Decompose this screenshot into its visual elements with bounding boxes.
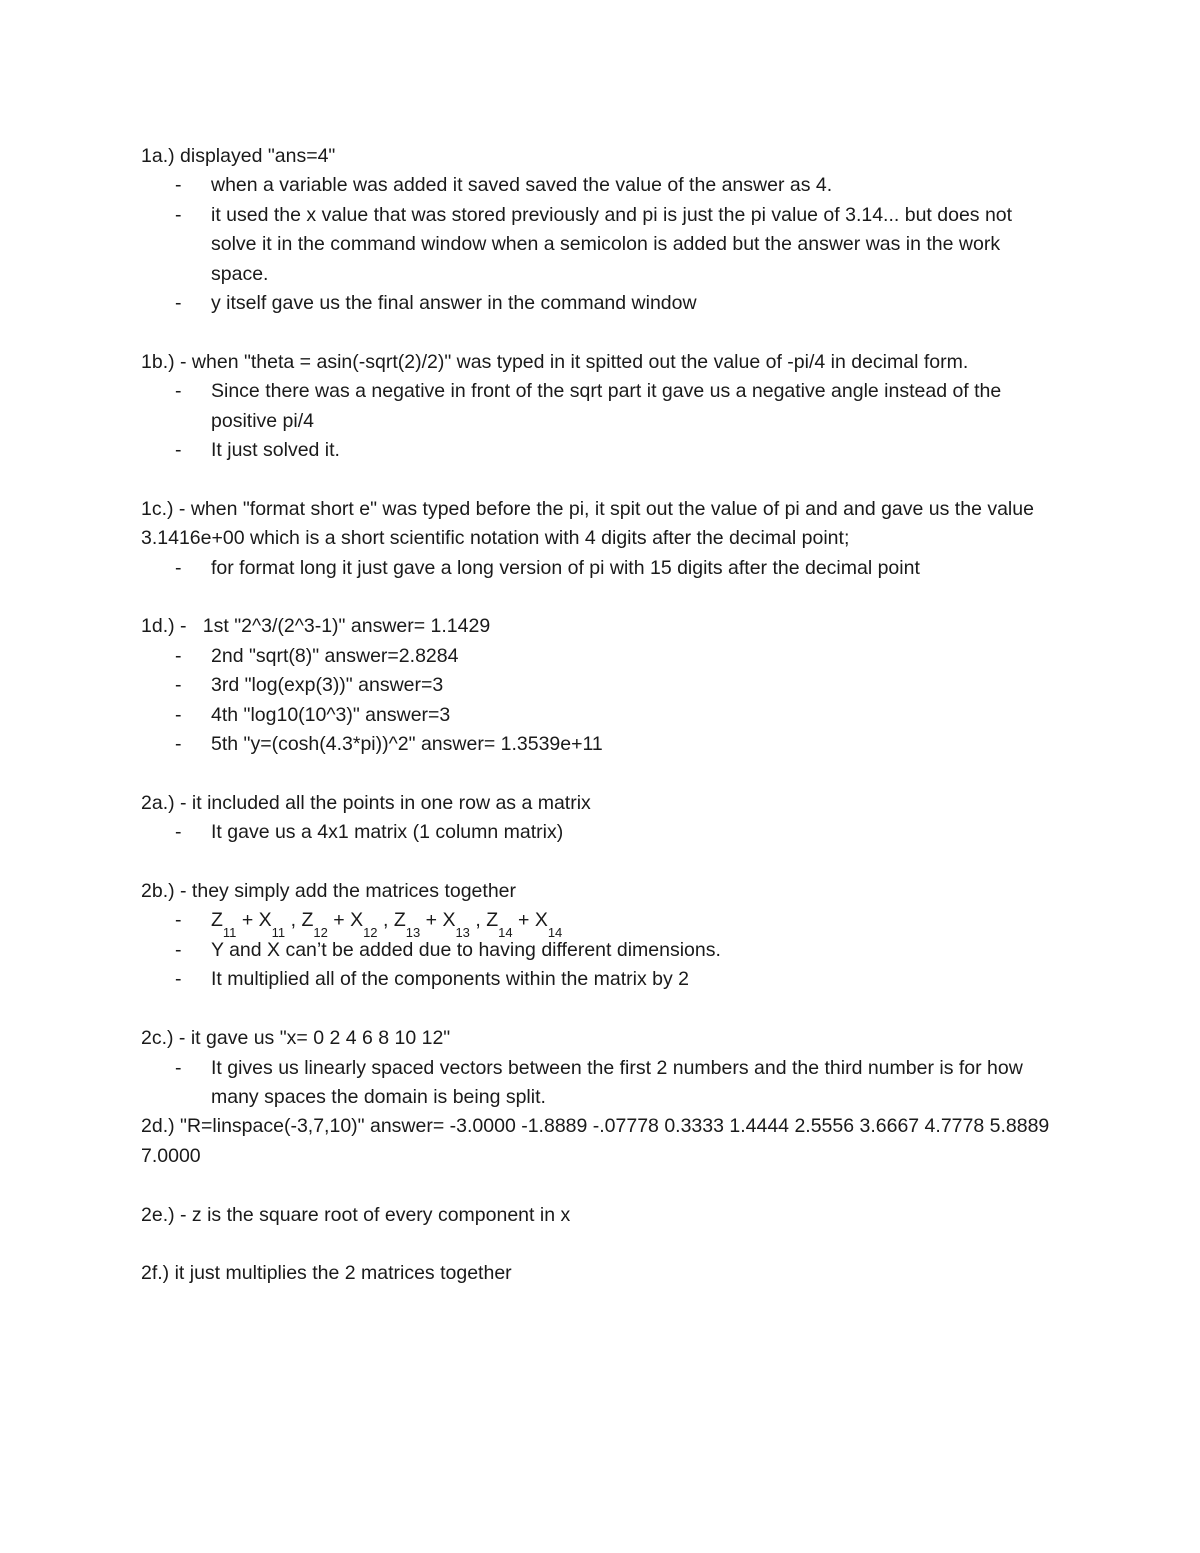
bullet-dash: - [175, 292, 182, 315]
list-item [141, 701, 1061, 730]
q1b-bullets [141, 377, 1061, 465]
term-4: $Z_{14} + X_{14}$ [486, 909, 563, 941]
q2e-heading: 2e.) - z is the square root of every component in x [141, 1203, 571, 1226]
bullet-dash: - [175, 703, 182, 726]
list-item-text: 4th "log10(10^3)" answer=3 [211, 703, 451, 726]
q2c-heading: 2c.) - it gave us "x= 0 2 4 6 8 10 12" [141, 1027, 451, 1050]
list-item-text: It gave us a 4x1 matrix (1 column matrix) [211, 821, 564, 844]
list-item-text: It just solved it. [211, 439, 340, 462]
bullet-dash: - [175, 674, 182, 697]
list-item-text: 2nd "sqrt(8)" answer=2.8284 [211, 644, 459, 667]
list-item-text: when a variable was added it saved saved the value of the answer as 4. [211, 174, 833, 197]
q2a-bullets [141, 818, 1061, 847]
list-item-text: Since there was a negative in front of the sqrt part it gave us a negative angle instead of the positive pi/4 [211, 380, 1002, 432]
bullet-dash: - [175, 909, 182, 932]
bullet-dash: - [175, 821, 182, 844]
bullet-dash: - [175, 968, 182, 991]
q2a-heading: 2a.) - it included all the points in one row as a matrix [141, 791, 591, 814]
list-item [141, 1054, 1061, 1113]
bullet-dash: - [175, 556, 182, 579]
q1c-bullets [141, 554, 1061, 583]
term-2: $Z_{12} + X_{12}$ , [301, 909, 394, 941]
list-item [141, 289, 1061, 318]
list-item-text: 5th "y=(cosh(4.3*pi))^2" answer= 1.3539e+11 [211, 733, 603, 756]
bullet-dash: - [175, 174, 182, 197]
q1d-heading: 1d.) - 1st "2^3/(2^3-1)" answer= 1.1429 [141, 615, 491, 638]
q2d-heading: 2d.) "R=linspace(-3,7,10)" answer= -3.0000 -1.8889 -.07778 0.3333 1.4444 2.5556 3.6667 4.7778 5.8889 7.0000 [141, 1115, 1050, 1167]
list-item-text: y itself gave us the final answer in the command window [211, 292, 697, 315]
list-item [141, 436, 1061, 465]
bullet-dash: - [175, 203, 182, 226]
list-item [141, 554, 1061, 583]
q1a-bullets [141, 171, 1061, 318]
document-page [141, 142, 1061, 1289]
bullet-dash: - [175, 380, 182, 403]
q2c-bullets [141, 1054, 1061, 1113]
matrix-sum-expression [211, 909, 563, 941]
bullet-dash: - [175, 733, 182, 756]
list-item [141, 642, 1061, 671]
q1d-bullets [141, 642, 1061, 760]
q2f-heading: 2f.) it just multiplies the 2 matrices together [141, 1262, 512, 1285]
list-item-text: Y and X can’t be added due to having different dimensions. [211, 938, 721, 961]
bullet-dash: - [175, 439, 182, 462]
q1c-heading: 1c.) - when "format short e" was typed before the pi, it spit out the value of pi and and gave us the value 3.1416e+00 which is a short scientific notation with 4 digits after the decimal point; [141, 497, 1034, 550]
q1b-heading: 1b.) - when "theta = asin(-sqrt(2)/2)" was typed in it spitted out the value of -pi/4 in decimal form. [141, 350, 969, 373]
list-item-text: for format long it just gave a long version of pi with 15 digits after the decimal point [211, 556, 920, 579]
bullet-dash: - [175, 938, 182, 961]
bullet-dash: - [175, 644, 182, 667]
list-item [141, 377, 1061, 436]
q2b-bullets [141, 906, 1061, 994]
list-item [141, 671, 1061, 700]
q1a-heading: 1a.) displayed "ans=4" [141, 145, 336, 167]
term-3: $Z_{13} + X_{13}$ , [393, 909, 487, 941]
list-item [141, 818, 1061, 847]
matrix-sum-item [141, 906, 1061, 941]
list-item [141, 730, 1061, 759]
list-item [141, 936, 1061, 965]
list-item [141, 171, 1061, 200]
list-item [141, 965, 1061, 994]
list-item-text: it used the x value that was stored previously and pi is just the pi value of 3.14... but does not solve it in the command window when a semicolon is added but the answer was in the work space. [211, 203, 1013, 285]
list-item-text: It multiplied all of the components within the matrix by 2 [211, 968, 689, 991]
list-item [141, 201, 1061, 289]
bullet-dash: - [175, 1056, 182, 1079]
q2b-heading: 2b.) - they simply add the matrices together [141, 880, 517, 903]
list-item-text: 3rd "log(exp(3))" answer=3 [211, 674, 444, 697]
term-1: $Z_{11} + X_{11}$ , [211, 909, 302, 941]
list-item-text: It gives us linearly spaced vectors between the first 2 numbers and the third number is for how many spaces the domain is being split. [211, 1056, 1023, 1108]
